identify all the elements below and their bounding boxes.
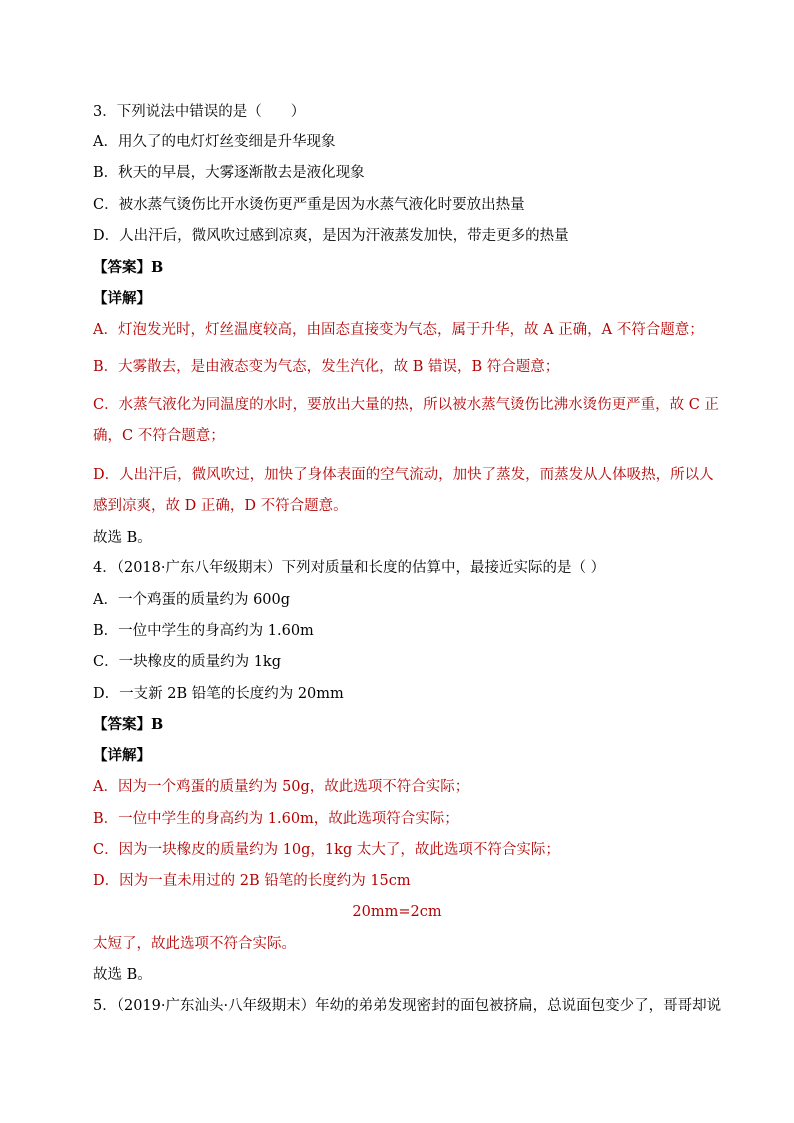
q4-conclusion: 故选 B。: [93, 967, 152, 983]
q4-answer: 【答案】B: [93, 716, 164, 733]
q3-explanation-b: B．大雾散去，是由液态变为气态，发生汽化，故 B 错误，B 符合题意；: [93, 359, 560, 375]
q3-option-a: A．用久了的电灯灯丝变细是升华现象: [93, 134, 336, 150]
q4-option-b: B．一位中学生的身高约为 1.60m: [93, 623, 314, 639]
q3-option-b: B．秋天的早晨，大雾逐渐散去是液化现象: [93, 165, 365, 181]
q4-explanation-d: D．因为一直未用过的 2B 铅笔的长度约为 15cm: [93, 873, 411, 889]
q4-explanation-a: A．因为一个鸡蛋的质量约为 50g，故此选项不符合实际；: [93, 779, 470, 795]
q4-extra: 太短了，故此选项不符合实际。: [93, 936, 296, 952]
q3-conclusion: 故选 B。: [93, 530, 152, 546]
q4-explanation-c: C．因为一块橡皮的质量约为 10g，1kg 太大了，故此选项不符合实际；: [93, 842, 560, 858]
q4-option-a: A．一个鸡蛋的质量约为 600g: [93, 592, 291, 608]
q3-option-d: D．人出汗后，微风吹过感到凉爽，是因为汗液蒸发加快，带走更多的热量: [93, 228, 569, 244]
q3-option-c: C．被水蒸气烫伤比开水烫伤更严重是因为水蒸气液化时要放出热量: [93, 197, 525, 213]
q3-explanation-d-line1: D．人出汗后，微风吹过，加快了身体表面的空气流动，加快了蒸发，而蒸发从人体吸热，所以人: [93, 467, 714, 483]
q3-answer: 【答案】B: [93, 259, 164, 276]
q3-explanation-a: A．灯泡发光时，灯丝温度较高，由固态直接变为气态，属于升华，故 A 正确，A 不符合题意；: [93, 322, 704, 338]
question-3: 3．下列说法中错误的是（ ）: [93, 104, 306, 120]
q3-explanation-c-line1: C．水蒸气液化为同温度的水时，要放出大量的热，所以被水蒸气烫伤比沸水烫伤更严重，故 C 正: [93, 397, 719, 413]
question-5: 5．（2019·广东汕头·八年级期末）年幼的弟弟发现密封的面包被挤扁，总说面包变少了，哥哥却说: [93, 998, 722, 1014]
q4-detail-heading: 【详解】: [93, 747, 151, 764]
q3-explanation-d-line2: 感到凉爽，故 D 正确，D 不符合题意。: [93, 498, 348, 514]
q3-explanation-c-line2: 确，C 不符合题意；: [93, 428, 225, 444]
q4-explanation-b: B．一位中学生的身高约为 1.60m，故此选项符合实际；: [93, 811, 459, 827]
q4-option-c: C．一块橡皮的质量约为 1kg: [93, 654, 281, 670]
q4-formula: 20mm=2cm: [352, 904, 442, 920]
q3-detail-heading: 【详解】: [93, 290, 151, 307]
q4-option-d: D．一支新 2B 铅笔的长度约为 20mm: [93, 686, 344, 702]
question-4: 4．（2018·广东八年级期末）下列对质量和长度的估算中，最接近实际的是（ ）: [93, 560, 606, 576]
